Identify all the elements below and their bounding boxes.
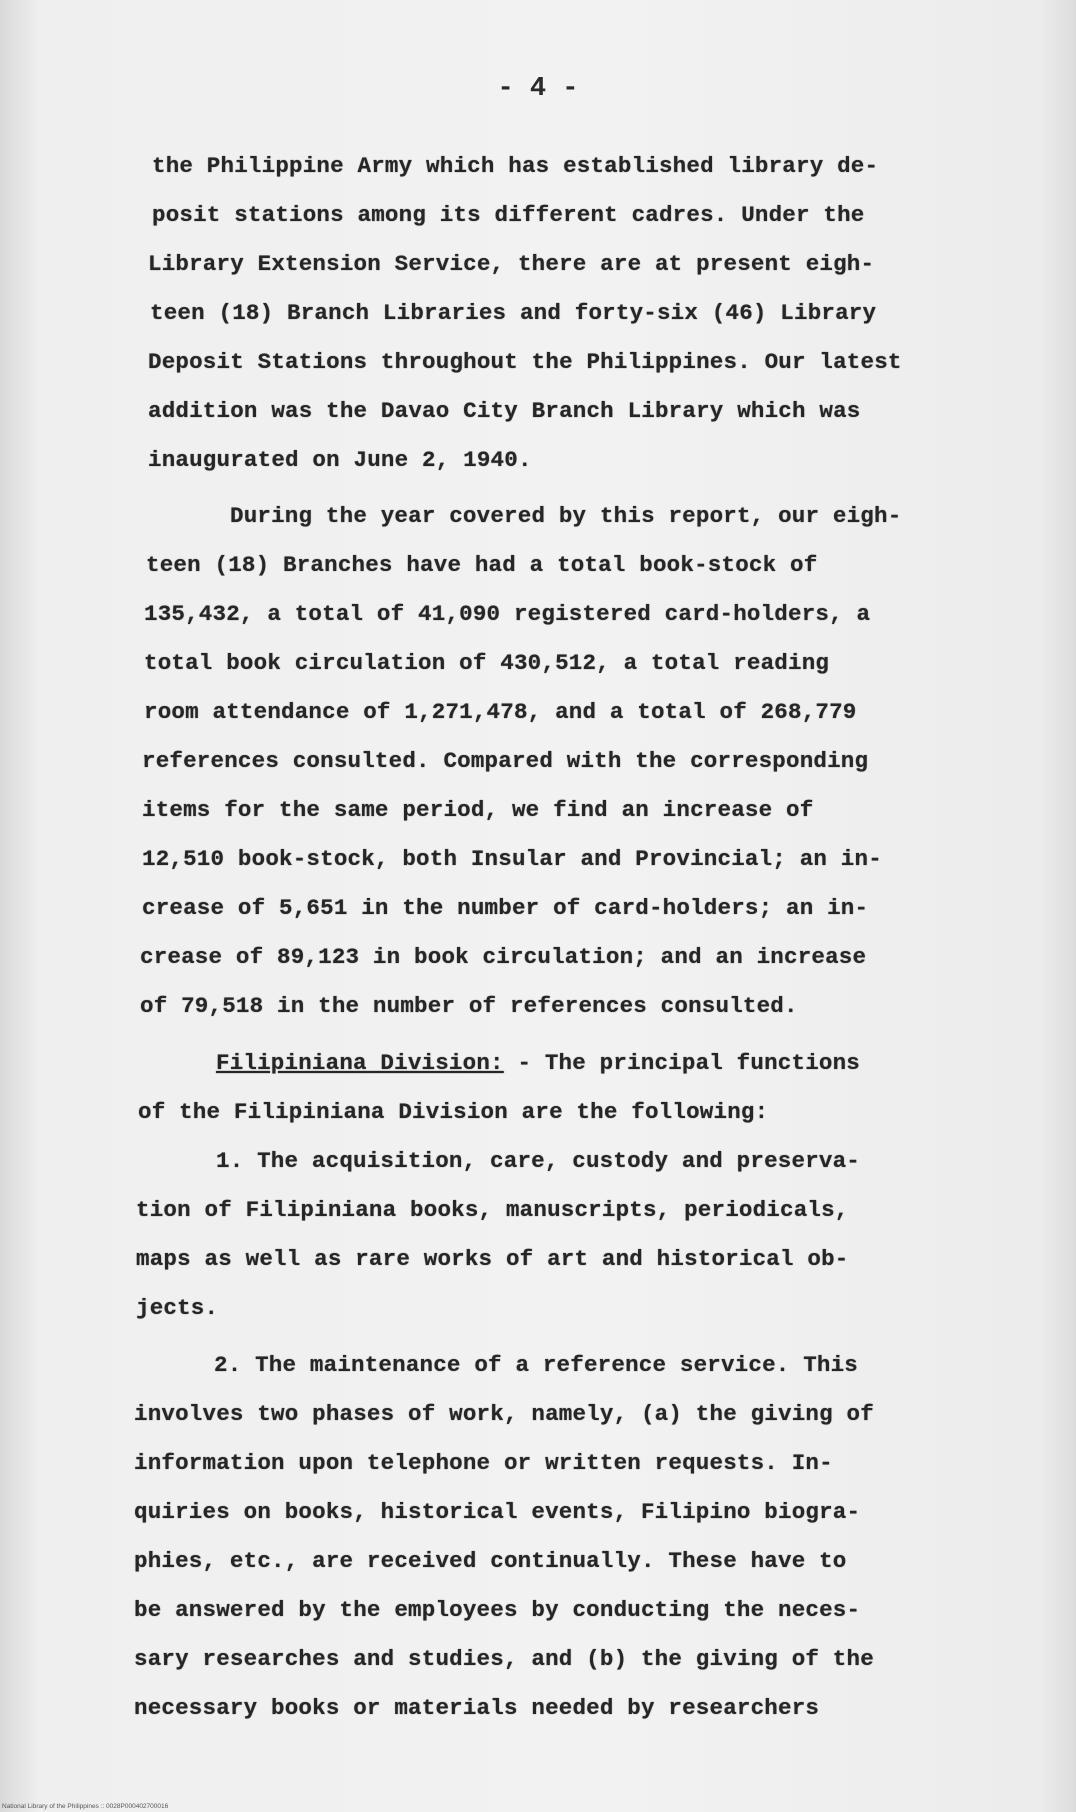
list-item-line: sary researches and studies, and (b) the giving of the <box>134 1646 874 1672</box>
text-line: Library Extension Service, there are at present eigh- <box>148 251 875 277</box>
text-line: 135,432, a total of 41,090 registered card-holders, a <box>144 601 871 627</box>
list-item-line: quiries on books, historical events, Filipino biogra- <box>134 1499 861 1525</box>
archive-caption: National Library of the Philippines :: 0028P000402700016 <box>2 1803 169 1810</box>
section-line <box>216 1050 860 1076</box>
list-item-line: maps as well as rare works of art and historical ob- <box>136 1246 849 1272</box>
text-line: addition was the Davao City Branch Library which was <box>148 398 861 424</box>
section-heading: Filipiniana Division: <box>216 1050 504 1076</box>
list-item-line: 1. The acquisition, care, custody and preserva- <box>216 1148 861 1174</box>
text-line: posit stations among its different cadres. Under the <box>152 202 865 228</box>
text-line: items for the same period, we find an increase of <box>142 797 814 823</box>
text-line: crease of 89,123 in book circulation; and an increase <box>140 944 867 970</box>
list-item-line: phies, etc., are received continually. These have to <box>134 1548 847 1574</box>
text-line: references consulted. Compared with the corresponding <box>142 748 869 774</box>
text-line: teen (18) Branches have had a total book-stock of <box>146 552 818 578</box>
list-item-line: information upon telephone or written requests. In- <box>134 1450 833 1476</box>
text-line: room attendance of 1,271,478, and a total of 268,779 <box>144 699 857 725</box>
text-line: 12,510 book-stock, both Insular and Provincial; an in- <box>142 846 882 872</box>
text-line: of 79,518 in the number of references consulted. <box>140 993 798 1019</box>
list-item-line: necessary books or materials needed by researchers <box>134 1695 820 1721</box>
page-number: - 4 - <box>497 74 579 104</box>
list-item-line: be answered by the employees by conducting the neces- <box>134 1597 861 1623</box>
text-line: inaugurated on June 2, 1940. <box>148 447 532 473</box>
text-line: teen (18) Branch Libraries and forty-six (46) Library <box>150 300 877 326</box>
list-item-line: tion of Filipiniana books, manuscripts, periodicals, <box>136 1197 849 1223</box>
list-item-line: involves two phases of work, namely, (a) the giving of <box>134 1401 874 1427</box>
list-item-line: jects. <box>136 1295 219 1321</box>
list-item-line: 2. The maintenance of a reference service. This <box>214 1352 859 1378</box>
text-line: of the Filipiniana Division are the following: <box>138 1099 769 1125</box>
text-line: total book circulation of 430,512, a total reading <box>144 650 830 676</box>
section-heading-rest: - The principal functions <box>503 1050 861 1076</box>
text-line: Deposit Stations throughout the Philippines. Our latest <box>148 349 902 375</box>
text-line: the Philippine Army which has established library de- <box>152 153 879 179</box>
text-line: During the year covered by this report, our eigh- <box>230 503 902 529</box>
text-line: crease of 5,651 in the number of card-holders; an in- <box>142 895 869 921</box>
